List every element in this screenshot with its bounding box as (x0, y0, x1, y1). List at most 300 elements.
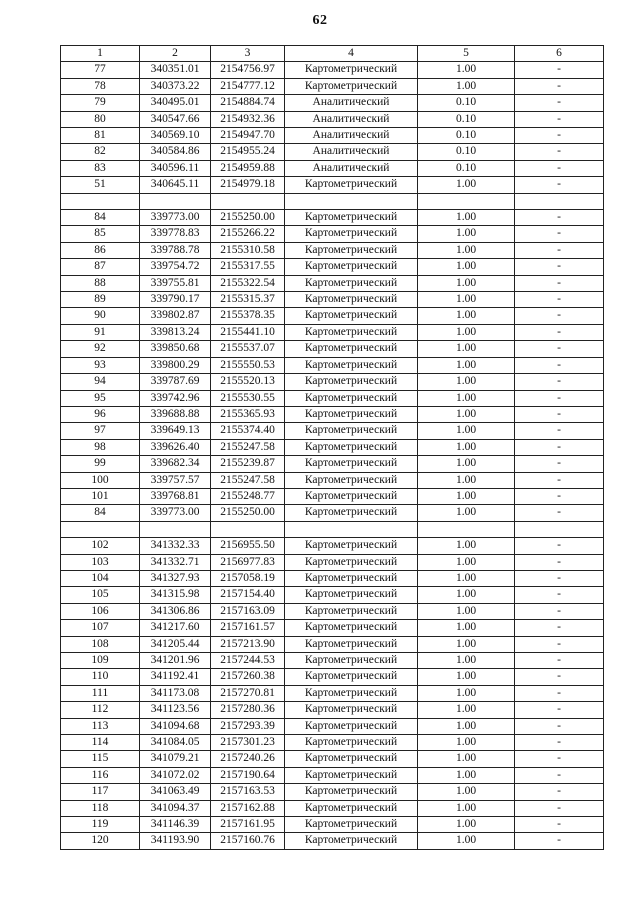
method-cell: Картометрический (285, 308, 418, 324)
table-row (61, 784, 604, 800)
x-coordinate-cell: 341072.02 (140, 767, 211, 783)
point-number-cell: 100 (61, 472, 140, 488)
y-coordinate-cell: 2155247.58 (211, 439, 285, 455)
accuracy-cell: 1.00 (418, 242, 515, 258)
method-cell: Картометрический (285, 538, 418, 554)
x-coordinate-cell: 339813.24 (140, 324, 211, 340)
method-cell: Картометрический (285, 226, 418, 242)
accuracy-cell: 1.00 (418, 603, 515, 619)
y-coordinate-cell (211, 521, 285, 537)
method-cell: Аналитический (285, 144, 418, 160)
note-cell: - (515, 177, 604, 193)
y-coordinate-cell: 2155441.10 (211, 324, 285, 340)
x-coordinate-cell: 340584.86 (140, 144, 211, 160)
table-row (61, 423, 604, 439)
method-cell: Картометрический (285, 374, 418, 390)
y-coordinate-cell: 2157154.40 (211, 587, 285, 603)
method-cell: Картометрический (285, 406, 418, 422)
x-coordinate-cell: 341079.21 (140, 751, 211, 767)
note-cell: - (515, 275, 604, 291)
x-coordinate-cell: 339626.40 (140, 439, 211, 455)
x-coordinate-cell: 339790.17 (140, 292, 211, 308)
point-number-cell: 113 (61, 718, 140, 734)
method-cell: Картометрический (285, 505, 418, 521)
accuracy-cell: 1.00 (418, 341, 515, 357)
accuracy-cell: 1.00 (418, 62, 515, 78)
y-coordinate-cell: 2155317.55 (211, 259, 285, 275)
table-row (61, 78, 604, 94)
page-number: 62 (312, 13, 328, 28)
table-row (61, 259, 604, 275)
column-header: 6 (515, 46, 604, 62)
accuracy-cell: 1.00 (418, 702, 515, 718)
y-coordinate-cell: 2154947.70 (211, 128, 285, 144)
accuracy-cell: 1.00 (418, 784, 515, 800)
method-cell: Картометрический (285, 570, 418, 586)
y-coordinate-cell: 2155365.93 (211, 406, 285, 422)
method-cell: Картометрический (285, 554, 418, 570)
note-cell: - (515, 767, 604, 783)
y-coordinate-cell: 2157161.57 (211, 620, 285, 636)
note-cell: - (515, 603, 604, 619)
y-coordinate-cell (211, 193, 285, 209)
y-coordinate-cell: 2157162.88 (211, 800, 285, 816)
method-cell: Аналитический (285, 160, 418, 176)
method-cell: Картометрический (285, 275, 418, 291)
table-row (61, 193, 604, 209)
table-row (61, 472, 604, 488)
method-cell: Картометрический (285, 62, 418, 78)
accuracy-cell: 1.00 (418, 226, 515, 242)
table-row (61, 800, 604, 816)
point-number-cell: 82 (61, 144, 140, 160)
x-coordinate-cell: 341123.56 (140, 702, 211, 718)
y-coordinate-cell: 2155315.37 (211, 292, 285, 308)
table-row (61, 702, 604, 718)
table-row (61, 718, 604, 734)
table-row (61, 488, 604, 504)
method-cell: Картометрический (285, 587, 418, 603)
note-cell: - (515, 308, 604, 324)
note-cell: - (515, 210, 604, 226)
method-cell: Картометрический (285, 817, 418, 833)
y-coordinate-cell: 2154777.12 (211, 78, 285, 94)
accuracy-cell: 1.00 (418, 292, 515, 308)
point-number-cell: 115 (61, 751, 140, 767)
table-row (61, 128, 604, 144)
accuracy-cell: 1.00 (418, 620, 515, 636)
accuracy-cell: 1.00 (418, 685, 515, 701)
point-number-cell: 86 (61, 242, 140, 258)
point-number-cell: 120 (61, 833, 140, 849)
x-coordinate-cell (140, 521, 211, 537)
method-cell: Картометрический (285, 833, 418, 849)
table-row (61, 210, 604, 226)
y-coordinate-cell: 2155250.00 (211, 210, 285, 226)
method-cell: Картометрический (285, 439, 418, 455)
point-number-cell: 102 (61, 538, 140, 554)
x-coordinate-cell: 341094.68 (140, 718, 211, 734)
x-coordinate-cell: 341084.05 (140, 735, 211, 751)
accuracy-cell: 0.10 (418, 144, 515, 160)
y-coordinate-cell: 2154756.97 (211, 62, 285, 78)
accuracy-cell: 1.00 (418, 439, 515, 455)
point-number-cell: 51 (61, 177, 140, 193)
note-cell: - (515, 702, 604, 718)
y-coordinate-cell: 2155378.35 (211, 308, 285, 324)
method-cell: Картометрический (285, 177, 418, 193)
accuracy-cell: 1.00 (418, 357, 515, 373)
note-cell: - (515, 685, 604, 701)
table-row (61, 653, 604, 669)
note-cell: - (515, 111, 604, 127)
x-coordinate-cell: 341173.08 (140, 685, 211, 701)
y-coordinate-cell: 2154884.74 (211, 95, 285, 111)
note-cell: - (515, 554, 604, 570)
x-coordinate-cell: 340351.01 (140, 62, 211, 78)
x-coordinate-cell: 341315.98 (140, 587, 211, 603)
x-coordinate-cell: 340495.01 (140, 95, 211, 111)
note-cell: - (515, 406, 604, 422)
method-cell: Картометрический (285, 423, 418, 439)
note-cell (515, 521, 604, 537)
method-cell: Картометрический (285, 259, 418, 275)
table-row (61, 817, 604, 833)
note-cell: - (515, 784, 604, 800)
note-cell: - (515, 374, 604, 390)
x-coordinate-cell: 341332.71 (140, 554, 211, 570)
table-header-row (61, 46, 604, 62)
table-row (61, 324, 604, 340)
table-row (61, 242, 604, 258)
point-number-cell: 77 (61, 62, 140, 78)
x-coordinate-cell: 339802.87 (140, 308, 211, 324)
method-cell: Картометрический (285, 767, 418, 783)
y-coordinate-cell: 2155374.40 (211, 423, 285, 439)
x-coordinate-cell: 339682.34 (140, 456, 211, 472)
x-coordinate-cell: 341306.86 (140, 603, 211, 619)
note-cell: - (515, 505, 604, 521)
column-header: 3 (211, 46, 285, 62)
y-coordinate-cell: 2157270.81 (211, 685, 285, 701)
method-cell: Картометрический (285, 488, 418, 504)
method-cell: Аналитический (285, 95, 418, 111)
method-cell: Картометрический (285, 800, 418, 816)
point-number-cell: 105 (61, 587, 140, 603)
point-number-cell: 78 (61, 78, 140, 94)
point-number-cell: 98 (61, 439, 140, 455)
note-cell: - (515, 456, 604, 472)
table-row (61, 177, 604, 193)
table-row (61, 538, 604, 554)
table-row (61, 160, 604, 176)
note-cell: - (515, 751, 604, 767)
accuracy-cell: 1.00 (418, 833, 515, 849)
accuracy-cell: 1.00 (418, 767, 515, 783)
note-cell (515, 193, 604, 209)
accuracy-cell: 1.00 (418, 390, 515, 406)
y-coordinate-cell: 2155266.22 (211, 226, 285, 242)
x-coordinate-cell: 339742.96 (140, 390, 211, 406)
accuracy-cell: 1.00 (418, 177, 515, 193)
x-coordinate-cell: 339850.68 (140, 341, 211, 357)
point-number-cell: 83 (61, 160, 140, 176)
point-number-cell: 106 (61, 603, 140, 619)
x-coordinate-cell: 341094.37 (140, 800, 211, 816)
accuracy-cell: 1.00 (418, 472, 515, 488)
method-cell: Картометрический (285, 456, 418, 472)
column-header: 1 (61, 46, 140, 62)
x-coordinate-cell: 339768.81 (140, 488, 211, 504)
table-row (61, 144, 604, 160)
accuracy-cell: 1.00 (418, 275, 515, 291)
note-cell: - (515, 570, 604, 586)
table-row (61, 587, 604, 603)
table-row (61, 374, 604, 390)
table-row (61, 292, 604, 308)
x-coordinate-cell: 341205.44 (140, 636, 211, 652)
note-cell: - (515, 620, 604, 636)
y-coordinate-cell: 2154959.88 (211, 160, 285, 176)
table-row (61, 456, 604, 472)
point-number-cell: 99 (61, 456, 140, 472)
accuracy-cell: 1.00 (418, 210, 515, 226)
method-cell: Картометрический (285, 357, 418, 373)
note-cell: - (515, 439, 604, 455)
point-number-cell: 97 (61, 423, 140, 439)
method-cell: Картометрический (285, 653, 418, 669)
method-cell: Картометрический (285, 390, 418, 406)
y-coordinate-cell: 2155247.58 (211, 472, 285, 488)
note-cell: - (515, 62, 604, 78)
x-coordinate-cell: 341193.90 (140, 833, 211, 849)
table-row (61, 357, 604, 373)
method-cell: Аналитический (285, 128, 418, 144)
coordinates-table (60, 45, 604, 850)
table-row (61, 308, 604, 324)
accuracy-cell: 1.00 (418, 718, 515, 734)
table-row (61, 390, 604, 406)
y-coordinate-cell: 2154932.36 (211, 111, 285, 127)
method-cell (285, 521, 418, 537)
table-row (61, 570, 604, 586)
y-coordinate-cell: 2157163.09 (211, 603, 285, 619)
table-row (61, 620, 604, 636)
accuracy-cell: 1.00 (418, 570, 515, 586)
table-row (61, 62, 604, 78)
point-number-cell: 95 (61, 390, 140, 406)
accuracy-cell: 0.10 (418, 160, 515, 176)
note-cell: - (515, 472, 604, 488)
point-number-cell: 88 (61, 275, 140, 291)
y-coordinate-cell: 2157163.53 (211, 784, 285, 800)
column-header: 5 (418, 46, 515, 62)
point-number-cell: 117 (61, 784, 140, 800)
x-coordinate-cell: 340645.11 (140, 177, 211, 193)
method-cell: Картометрический (285, 341, 418, 357)
note-cell: - (515, 636, 604, 652)
y-coordinate-cell: 2155520.13 (211, 374, 285, 390)
table-row (61, 735, 604, 751)
note-cell: - (515, 160, 604, 176)
x-coordinate-cell: 339757.57 (140, 472, 211, 488)
point-number-cell: 81 (61, 128, 140, 144)
table-row (61, 833, 604, 849)
accuracy-cell: 1.00 (418, 800, 515, 816)
point-number-cell: 111 (61, 685, 140, 701)
accuracy-cell (418, 521, 515, 537)
table-row (61, 341, 604, 357)
method-cell: Картометрический (285, 636, 418, 652)
point-number-cell: 79 (61, 95, 140, 111)
accuracy-cell: 1.00 (418, 488, 515, 504)
y-coordinate-cell: 2157161.95 (211, 817, 285, 833)
x-coordinate-cell (140, 193, 211, 209)
method-cell: Картометрический (285, 472, 418, 488)
table-body (61, 62, 604, 849)
x-coordinate-cell: 339788.78 (140, 242, 211, 258)
y-coordinate-cell: 2155248.77 (211, 488, 285, 504)
accuracy-cell: 1.00 (418, 374, 515, 390)
point-number-cell: 109 (61, 653, 140, 669)
y-coordinate-cell: 2155550.53 (211, 357, 285, 373)
note-cell: - (515, 95, 604, 111)
y-coordinate-cell: 2157190.64 (211, 767, 285, 783)
table-row (61, 406, 604, 422)
y-coordinate-cell: 2157301.23 (211, 735, 285, 751)
accuracy-cell: 1.00 (418, 587, 515, 603)
y-coordinate-cell: 2157293.39 (211, 718, 285, 734)
note-cell: - (515, 341, 604, 357)
x-coordinate-cell: 341327.93 (140, 570, 211, 586)
note-cell: - (515, 800, 604, 816)
accuracy-cell: 1.00 (418, 817, 515, 833)
point-number-cell: 80 (61, 111, 140, 127)
x-coordinate-cell: 340596.11 (140, 160, 211, 176)
point-number-cell: 108 (61, 636, 140, 652)
accuracy-cell: 1.00 (418, 636, 515, 652)
accuracy-cell: 1.00 (418, 538, 515, 554)
accuracy-cell: 0.10 (418, 111, 515, 127)
point-number-cell: 110 (61, 669, 140, 685)
x-coordinate-cell: 341332.33 (140, 538, 211, 554)
method-cell (285, 193, 418, 209)
accuracy-cell: 1.00 (418, 78, 515, 94)
note-cell: - (515, 144, 604, 160)
note-cell: - (515, 357, 604, 373)
note-cell: - (515, 78, 604, 94)
table-row (61, 554, 604, 570)
x-coordinate-cell: 339755.81 (140, 275, 211, 291)
column-header: 4 (285, 46, 418, 62)
note-cell: - (515, 833, 604, 849)
method-cell: Картометрический (285, 603, 418, 619)
y-coordinate-cell: 2157213.90 (211, 636, 285, 652)
note-cell: - (515, 488, 604, 504)
accuracy-cell: 1.00 (418, 259, 515, 275)
point-number-cell: 116 (61, 767, 140, 783)
x-coordinate-cell: 339773.00 (140, 210, 211, 226)
table-row (61, 669, 604, 685)
note-cell: - (515, 242, 604, 258)
note-cell: - (515, 128, 604, 144)
method-cell: Картометрический (285, 292, 418, 308)
method-cell: Картометрический (285, 210, 418, 226)
method-cell: Картометрический (285, 735, 418, 751)
column-header: 2 (140, 46, 211, 62)
accuracy-cell: 1.00 (418, 308, 515, 324)
x-coordinate-cell: 339800.29 (140, 357, 211, 373)
accuracy-cell: 1.00 (418, 653, 515, 669)
y-coordinate-cell: 2157244.53 (211, 653, 285, 669)
accuracy-cell: 1.00 (418, 554, 515, 570)
accuracy-cell: 1.00 (418, 324, 515, 340)
point-number-cell: 104 (61, 570, 140, 586)
table-row (61, 767, 604, 783)
accuracy-cell: 1.00 (418, 456, 515, 472)
point-number-cell: 91 (61, 324, 140, 340)
accuracy-cell: 1.00 (418, 406, 515, 422)
table-row (61, 95, 604, 111)
y-coordinate-cell: 2157240.26 (211, 751, 285, 767)
note-cell: - (515, 587, 604, 603)
point-number-cell: 85 (61, 226, 140, 242)
table-row (61, 505, 604, 521)
y-coordinate-cell: 2155250.00 (211, 505, 285, 521)
x-coordinate-cell: 339787.69 (140, 374, 211, 390)
note-cell: - (515, 292, 604, 308)
point-number-cell: 94 (61, 374, 140, 390)
point-number-cell: 84 (61, 210, 140, 226)
method-cell: Картометрический (285, 620, 418, 636)
accuracy-cell (418, 193, 515, 209)
method-cell: Картометрический (285, 242, 418, 258)
y-coordinate-cell: 2155537.07 (211, 341, 285, 357)
y-coordinate-cell: 2157160.76 (211, 833, 285, 849)
note-cell: - (515, 817, 604, 833)
point-number-cell: 93 (61, 357, 140, 373)
method-cell: Картометрический (285, 751, 418, 767)
point-number-cell: 119 (61, 817, 140, 833)
accuracy-cell: 1.00 (418, 423, 515, 439)
note-cell: - (515, 718, 604, 734)
y-coordinate-cell: 2156977.83 (211, 554, 285, 570)
table-row (61, 636, 604, 652)
accuracy-cell: 1.00 (418, 735, 515, 751)
y-coordinate-cell: 2155239.87 (211, 456, 285, 472)
accuracy-cell: 0.10 (418, 95, 515, 111)
x-coordinate-cell: 339754.72 (140, 259, 211, 275)
y-coordinate-cell: 2155322.54 (211, 275, 285, 291)
note-cell: - (515, 390, 604, 406)
y-coordinate-cell: 2157280.36 (211, 702, 285, 718)
x-coordinate-cell: 341146.39 (140, 817, 211, 833)
table-row (61, 111, 604, 127)
point-number-cell: 112 (61, 702, 140, 718)
note-cell: - (515, 653, 604, 669)
y-coordinate-cell: 2157260.38 (211, 669, 285, 685)
note-cell: - (515, 669, 604, 685)
x-coordinate-cell: 341192.41 (140, 669, 211, 685)
point-number-cell: 96 (61, 406, 140, 422)
point-number-cell: 118 (61, 800, 140, 816)
point-number-cell: 92 (61, 341, 140, 357)
point-number-cell: 90 (61, 308, 140, 324)
y-coordinate-cell: 2154979.18 (211, 177, 285, 193)
x-coordinate-cell: 340569.10 (140, 128, 211, 144)
note-cell: - (515, 324, 604, 340)
note-cell: - (515, 423, 604, 439)
